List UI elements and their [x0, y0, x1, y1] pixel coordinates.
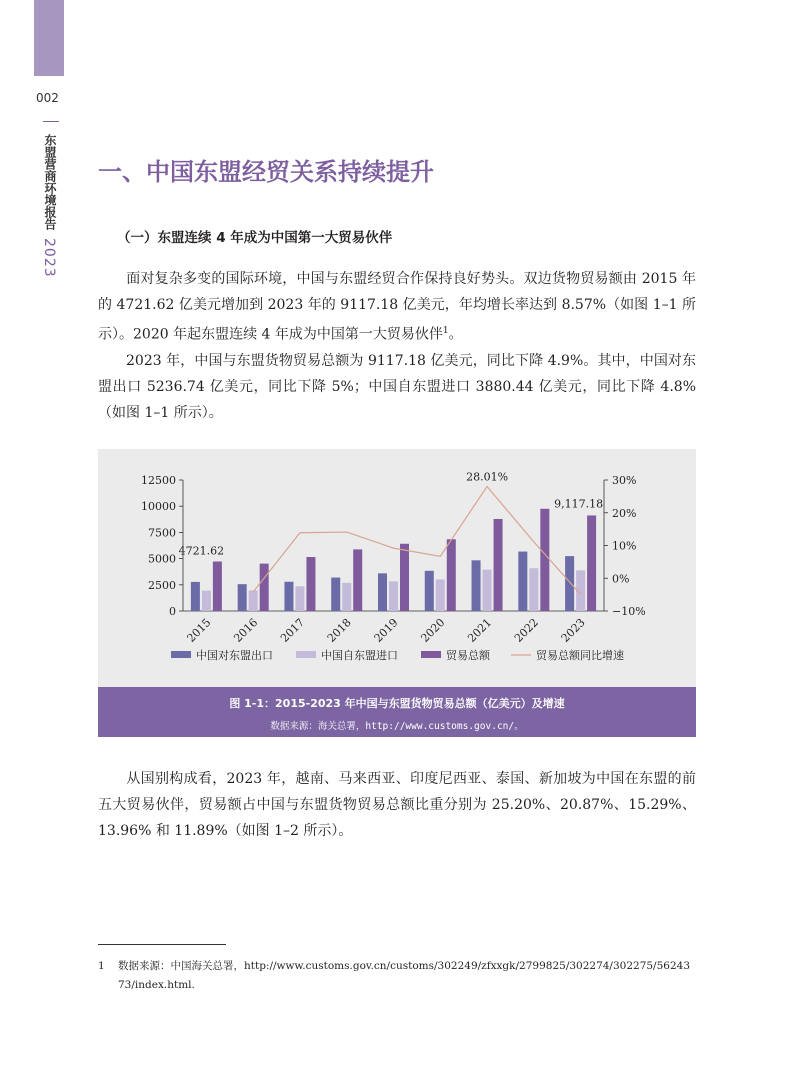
figure-1-1 [98, 449, 696, 737]
subsection-heading: （一）东盟连续 4 年成为中国第一大贸易伙伴 [117, 230, 393, 246]
bar [353, 549, 362, 611]
page-number: 002 [36, 91, 59, 105]
left-tick-label: 2500 [148, 578, 176, 592]
paragraph-2 [98, 348, 696, 426]
x-tick-label: 2015 [184, 615, 214, 645]
data-label: 28.01% [466, 470, 509, 484]
footnote [98, 957, 696, 995]
bar [331, 578, 340, 611]
bar [213, 562, 222, 611]
legend-label: 中国对东盟出口 [196, 649, 273, 662]
bar [436, 579, 445, 611]
bar [472, 560, 481, 611]
side-rule [43, 121, 59, 122]
bar [238, 584, 247, 611]
left-tick-label: 5000 [148, 552, 176, 566]
x-tick-label: 2017 [278, 615, 308, 645]
bar [483, 570, 492, 611]
section-heading: 一、中国东盟经贸关系持续提升 [98, 158, 434, 186]
bar [540, 509, 549, 611]
bar [565, 556, 574, 611]
x-tick-label: 2018 [324, 615, 354, 645]
legend-label: 贸易总额 [446, 649, 490, 662]
paragraph-1-end: 。 [448, 326, 463, 343]
trade-chart [98, 449, 696, 687]
bar [284, 582, 293, 611]
bar [295, 586, 304, 611]
right-tick-label: 30% [612, 474, 637, 487]
left-tick-label: 0 [169, 605, 176, 618]
caption-source: 数据来源：海关总署，http://www.customs.gov.cn/。 [270, 721, 524, 732]
left-tick-label: 7500 [148, 526, 176, 540]
bar [260, 564, 269, 611]
footnote-number: 1 [98, 960, 105, 972]
paragraph-1 [98, 266, 696, 348]
paragraph-3 [98, 766, 696, 844]
x-tick-label: 2021 [465, 615, 495, 645]
bar [400, 544, 409, 611]
bar [587, 515, 596, 611]
right-tick-label: 10% [612, 539, 637, 553]
bar [249, 590, 258, 611]
running-title: 东盟营商环境报告 [43, 134, 57, 230]
x-tick-label: 2019 [371, 615, 401, 645]
bar [202, 591, 211, 611]
x-tick-label: 2016 [231, 615, 261, 645]
left-tick-label: 12500 [141, 474, 176, 487]
bar [342, 583, 351, 611]
running-year: 2023 [41, 238, 57, 278]
figure-caption [98, 687, 696, 737]
footnote-text: 数据来源：中国海关总署，http://www.customs.gov.cn/customs/302249/zfxxgk/2799825/302274/302275/5624373/index.html. [118, 960, 690, 991]
bar [518, 552, 527, 611]
caption-title: 图 1-1：2015-2023 年中国与东盟货物贸易总额（亿美元）及增速 [229, 697, 565, 710]
bar [494, 519, 503, 611]
bar [529, 568, 538, 611]
x-tick-label: 2020 [418, 615, 448, 645]
legend-swatch [171, 651, 191, 658]
legend-swatch [421, 651, 441, 658]
legend-label: 贸易总额同比增速 [536, 649, 624, 662]
footnote-rule [98, 944, 226, 945]
bar [447, 539, 456, 611]
bar [378, 573, 387, 611]
paragraph-1-text: 面对复杂多变的国际环境，中国与东盟经贸合作保持良好势头。双边货物贸易额由 2015 年的 4721.62 亿美元增加到 2023 年的 9117.18 亿美元，年均增长率达到 8.57%（如图 1–1 所示）。2020 年起东盟连续 4 年成为中国第一大贸易伙伴 [98, 271, 696, 343]
right-tick-label: 20% [612, 506, 637, 520]
left-tick-label: 10000 [141, 500, 176, 514]
bar [425, 571, 434, 611]
paragraph-2-text: 2023 年，中国与东盟货物贸易总额为 9117.18 亿美元，同比下降 4.9%。其中，中国对东盟出口 5236.74 亿美元，同比下降 5%；中国自东盟进口 3880.44 亿美元，同比下降 4.8%（如图 1–1 所示）。 [98, 353, 696, 421]
right-tick-label: −10% [612, 605, 646, 618]
bar [306, 557, 315, 611]
x-tick-label: 2022 [511, 615, 541, 645]
legend-label: 中国自东盟进口 [321, 649, 398, 662]
x-tick-label: 2023 [558, 615, 588, 645]
data-label: 4721.62 [178, 544, 225, 558]
paragraph-3-text: 从国别构成看，2023 年，越南、马来西亚、印度尼西亚、泰国、新加坡为中国在东盟的前五大贸易伙伴，贸易额占中国与东盟货物贸易总额比重分别为 25.20%、20.87%、15.29%、13.96% 和 11.89%（如图 1–2 所示）。 [98, 771, 696, 839]
right-tick-label: 0% [612, 572, 630, 586]
bar [389, 581, 398, 611]
header-tab-block [34, 0, 64, 76]
legend-swatch [296, 651, 316, 658]
bar [191, 582, 200, 611]
data-label: 9,117.18 [554, 497, 604, 511]
footnote-ref[interactable]: 1 [442, 326, 449, 336]
